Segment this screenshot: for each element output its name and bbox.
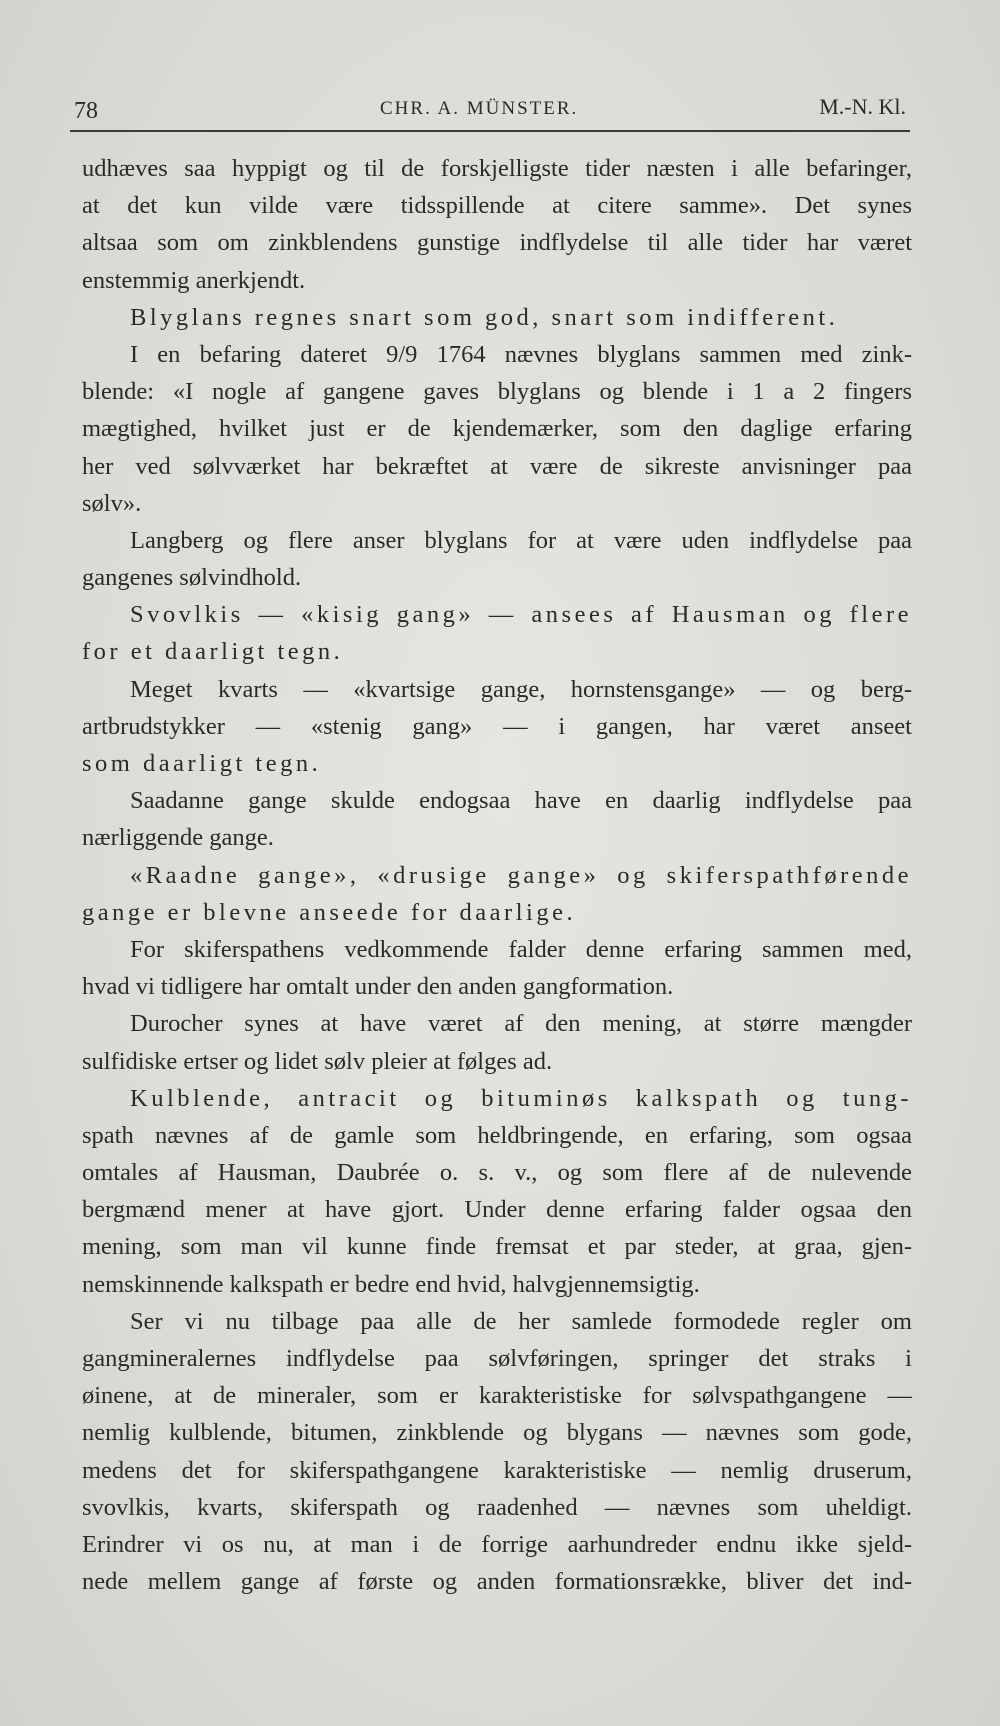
text-line: sulfidiske ertser og lidet sølv pleier at følges ad. [82, 1047, 553, 1075]
text-line: artbrudstykker — «stenig gang» — i gangen, har været anseet [82, 712, 912, 740]
text-line: øinene, at de mineraler, som er karakteristiske for sølvspathgangene — [82, 1382, 912, 1410]
body-text [82, 150, 912, 1600]
text-line: omtales af Hausman, Daubrée o. s. v., og som flere af de nulevende [82, 1159, 912, 1187]
text-line: bergmænd mener at have gjort. Under denne erfaring falder ogsaa den [82, 1196, 912, 1224]
text-line: medens det for skiferspathgangene karakteristiske — nemlig druserum, [82, 1456, 912, 1484]
text-line: Meget kvarts — «kvartsige gange, hornstensgange» — og berg- [130, 675, 912, 703]
text-line: her ved sølvværket har bekræftet at være de sikreste anvisninger paa [82, 452, 912, 480]
text-line: for et daarligt tegn. [82, 638, 344, 666]
text-line: I en befaring dateret 9/9 1764 nævnes blyglans sammen med zink- [130, 340, 912, 368]
text-line: mening, som man vil kunne finde fremsat et par steder, at graa, gjen- [82, 1233, 912, 1261]
text-line: Langberg og flere anser blyglans for at være uden indflydelse paa [130, 526, 912, 554]
text-line: hvad vi tidligere har omtalt under den anden gangformation. [82, 973, 674, 1001]
text-line: udhæves saa hyppigt og til de forskjelligste tider næsten i alle befaringer, [82, 155, 912, 182]
text-line: svovlkis, kvarts, skiferspath og raadenhed — nævnes som uheldigt. [82, 1493, 912, 1521]
page-number: 78 [74, 98, 98, 124]
text-line: Kulblende, antracit og bituminøs kalkspath og tung- [130, 1084, 912, 1112]
text-line: mægtighed, hvilket just er de kjendemærker, som den daglige erfaring [82, 415, 912, 443]
text-line: Svovlkis — «kisig gang» — ansees af Hausman og flere [130, 601, 912, 629]
text-line: nede mellem gange af første og anden formationsrække, bliver det ind- [82, 1568, 912, 1596]
text-line: blende: «I nogle af gangene gaves blyglans og blende i 1 a 2 fingers [82, 378, 912, 406]
text-line: gangenes sølvindhold. [82, 564, 302, 592]
text-line: Erindrer vi os nu, at man i de forrige aarhundreder endnu ikke sjeld- [82, 1530, 912, 1558]
text-line: «Raadne gange», «drusige gange» og skiferspathførende [130, 861, 912, 889]
text-line: For skiferspathens vedkommende falder denne erfaring sammen med, [130, 935, 912, 963]
text-line: at det kun vilde være tidsspillende at citere samme». Det synes [82, 192, 912, 220]
text-line: sølv». [82, 489, 142, 517]
text-line: gange er blevne anseede for daarlige. [82, 898, 577, 926]
section-label: M.-N. Kl. [819, 94, 906, 119]
running-title: CHR. A. MÜNSTER. [380, 98, 579, 119]
text-line: nemskinnende kalkspath er bedre end hvid, halvgjennemsigtig. [82, 1270, 700, 1298]
text-line: gangmineralernes indflydelse paa sølvføringen, springer det straks i [82, 1345, 912, 1372]
text-line: nemlig kulblende, bitumen, zinkblende og blygans — nævnes som gode, [82, 1419, 912, 1447]
text-line: spath nævnes af de gamle som heldbringende, en erfaring, som ogsaa [82, 1121, 912, 1149]
text-line: Durocher synes at have været af den mening, at større mængder [130, 1010, 912, 1038]
text-line: altsaa som om zinkblendens gunstige indflydelse til alle tider har været [82, 229, 912, 257]
text-line: nærliggende gange. [82, 824, 274, 852]
text-line: Saadanne gange skulde endogsaa have en daarlig indflydelse paa [130, 787, 912, 815]
text-line: Blyglans regnes snart som god, snart som indifferent. [130, 303, 839, 331]
text-line: som daarligt tegn. [82, 750, 322, 777]
text-line: Ser vi nu tilbage paa alle de her samlede formodede regler om [130, 1307, 912, 1335]
page-header [70, 90, 910, 132]
text-line: enstemmig anerkjendt. [82, 266, 306, 294]
